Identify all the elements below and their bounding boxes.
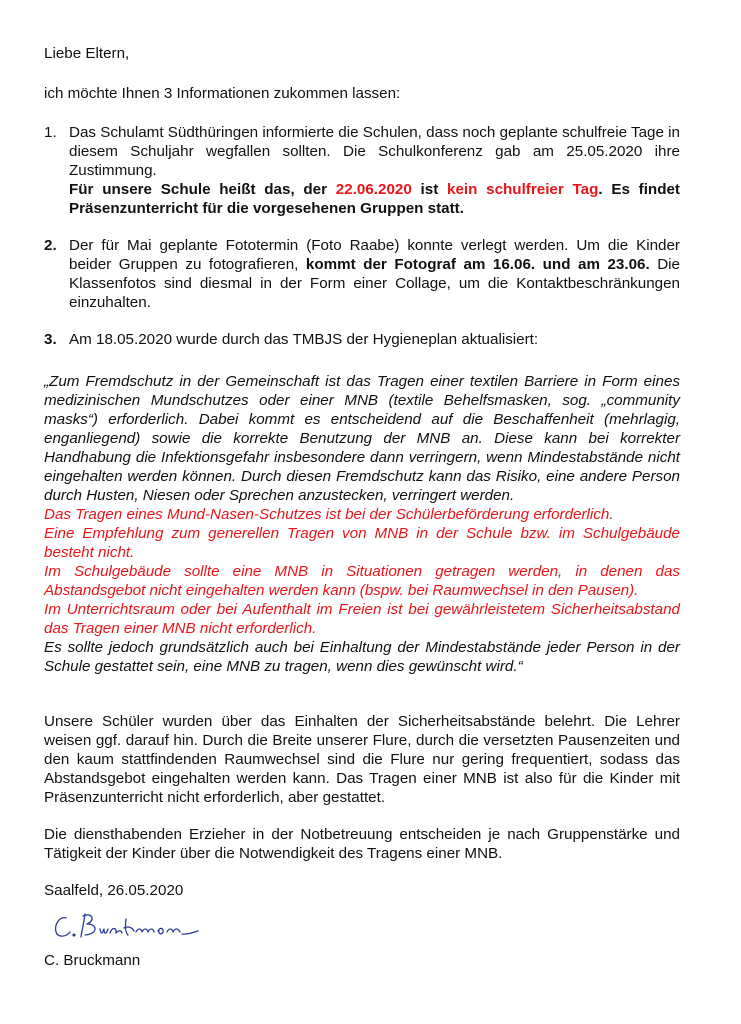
hygiene-quote: [44, 372, 680, 676]
item1-text: Das Schulamt Südthüringen informierte die Schulen, dass noch geplante schulfreie Tage in diesem Schuljahr wegfallen sollten. Die Schulkonferenz gab am 25.05.2020 ihre Zustimmung.: [69, 124, 680, 179]
item-body: [69, 123, 680, 218]
item3-text: Am 18.05.2020 wurde durch das TMBJS der Hygieneplan aktualisiert:: [69, 331, 539, 348]
item1-red-phrase: kein schulfreier Tag: [447, 181, 599, 198]
quote-red-line: Im Schulgebäude sollte eine MNB in Situationen getragen werden, in denen das Abstandsgebot nicht eingehalten werden kann (bspw. bei Raumwechsel in den Pausen).: [44, 563, 680, 599]
item-number: 2.: [44, 237, 57, 254]
item1-bold-c: . Es findet Präsenzunterricht für die vorgesehenen Gruppen statt.: [69, 181, 680, 217]
paragraph-text: Unsere Schüler wurden über das Einhalten der Sicherheitsabstände belehrt. Die Lehrer weisen ggf. darauf hin. Durch die Breite unserer Flure, durch die versetzten Pausenzeiten und den kaum stattfindenden Raumwechsel sind die Flure nur gering frequentiert, sodass das Abstandsgebot eingehalten werden kann. Das Tragen einer MNB ist also für die Kinder mit Präsenzunterricht nicht erforderlich, aber gestattet.: [44, 713, 680, 806]
place-date: Saalfeld, 26.05.2020: [44, 882, 184, 899]
signature-image: [52, 910, 212, 944]
item2-text-b: Die Klassenfotos sind diesmal in der Form einer Collage, um die Kontaktbeschränkungen einzuhalten.: [69, 256, 680, 311]
intro-line: ich möchte Ihnen 3 Informationen zukommen lassen:: [44, 85, 401, 102]
list-item-2: [44, 236, 680, 312]
item2-bold: kommt der Fotograf am 16.06. und am 23.06.: [305, 256, 650, 273]
item1-bold-b: ist: [411, 181, 447, 198]
item-body: [69, 236, 680, 312]
item1-bold-a: Für unsere Schule heißt das, der: [69, 181, 336, 198]
item-body: [69, 330, 680, 349]
quote-red-line: Das Tragen eines Mund-Nasen-Schutzes ist bei der Schülerbeförderung erforderlich.: [44, 506, 614, 523]
quote-paragraph: „Zum Fremdschutz in der Gemeinschaft ist das Tragen einer textilen Barriere in Form eines medizinischen Mundschutzes oder einer MNB (textile Behelfsmasken, sog. „community masks“) erforderlich. Dabei kommt es entscheidend auf die Beschaffenheit (mehrlagig, enganliegend) sowie die korrekte Benutzung der MNB an. Diese kann bei korrekter Handhabung die Infektionsgefahr insbesondere dann verringern, wenn Mindestabstände nicht eingehalten werden können. Durch diesen Fremdschutz kann das Risiko, eine andere Person durch Husten, Niesen oder Sprechen anzustecken, verringert werden.: [44, 373, 680, 504]
list-item-3: [44, 330, 680, 349]
paragraph-safety: [44, 712, 680, 807]
list-item-1: [44, 123, 680, 218]
quote-red-line: Im Unterrichtsraum oder bei Aufenthalt im Freien ist bei gewährleistetem Sicherheitsabstand das Tragen einer MNB nicht erforderlich.: [44, 601, 680, 637]
quote-red-line: Eine Empfehlung zum generellen Tragen von MNB in der Schule bzw. im Schulgebäude besteht nicht.: [44, 525, 680, 561]
item-number: 3.: [44, 331, 57, 348]
quote-paragraph: Es sollte jedoch grundsätzlich auch bei Einhaltung der Mindestabstände jeder Person in der Schule gestattet sein, eine MNB zu tragen, wenn dies gewünscht wird.“: [44, 639, 680, 675]
item-number: 1.: [44, 124, 57, 141]
item2-text-a: Der für Mai geplante Fototermin (Foto Raabe) konnte verlegt werden. Um die Kinder beider Gruppen zu fotografieren,: [69, 237, 680, 273]
paragraph-text: Die diensthabenden Erzieher in der Notbetreuung entscheiden je nach Gruppenstärke und Tätigkeit der Kinder über die Notwendigkeit des Tragens einer MNB.: [44, 826, 680, 862]
item1-date-red: 22.06.2020: [335, 181, 412, 198]
signer-name: C. Bruckmann: [44, 952, 141, 969]
paragraph-care: [44, 825, 680, 863]
greeting: Liebe Eltern,: [44, 45, 130, 62]
